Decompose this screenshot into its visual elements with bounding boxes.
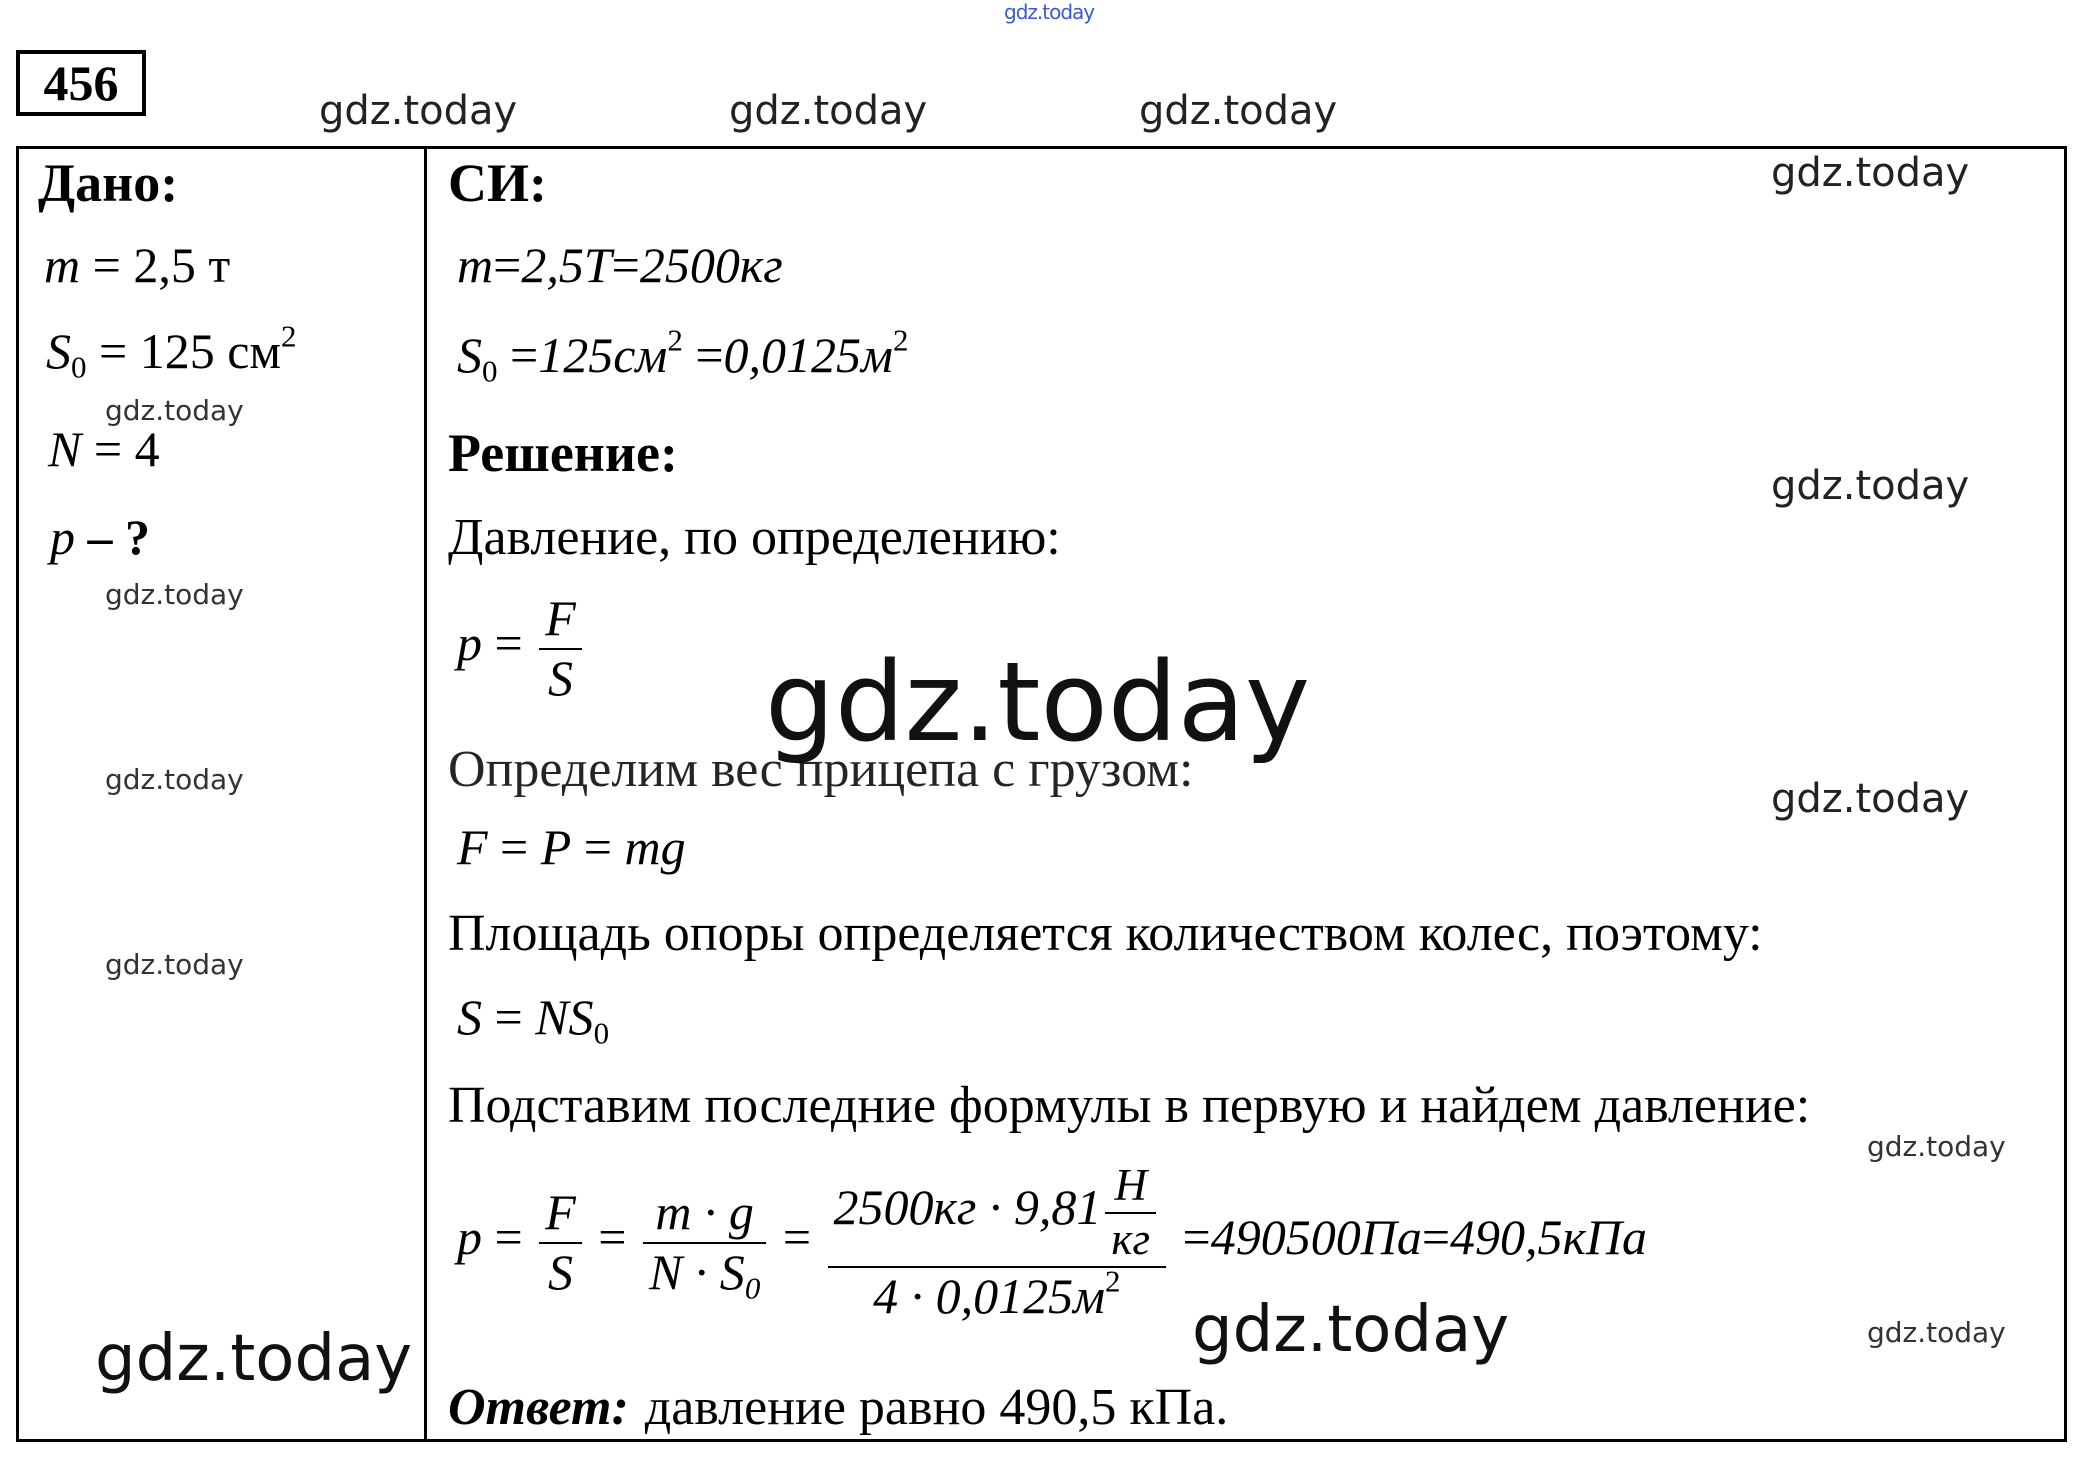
answer-label: Ответ: bbox=[448, 1379, 629, 1436]
formula-weight bbox=[457, 818, 686, 876]
fraction-numeric bbox=[828, 1160, 1167, 1325]
ns-denominator: N · S bbox=[648, 1243, 745, 1300]
watermark-right-3: gdz.today bbox=[1771, 776, 1970, 822]
pressure-definition-text: Давление, по определению: bbox=[448, 509, 1061, 566]
watermark-header-3: gdz.today bbox=[1139, 88, 1338, 134]
watermark-center-large: gdz.today bbox=[765, 638, 1311, 766]
weight-text: Определим вес прицепа с грузом: bbox=[448, 741, 1194, 798]
si-area-m: 0,0125м bbox=[723, 327, 893, 383]
ns-subscript: 0 bbox=[593, 1015, 610, 1051]
weight-symbol: P bbox=[540, 819, 572, 875]
solution-heading: Решение: bbox=[448, 423, 678, 483]
fraction-numerator: m · g bbox=[655, 1184, 754, 1240]
eq-sign: = bbox=[494, 989, 523, 1045]
numeric-denominator: 4 · 0,0125м bbox=[873, 1267, 1105, 1324]
watermark-given-large: gdz.today bbox=[95, 1322, 413, 1396]
area-wheels-text: Площадь опоры определяется количеством колес, поэтому: bbox=[448, 905, 1763, 962]
eq-sign: = bbox=[500, 819, 529, 875]
mass-symbol: m bbox=[44, 237, 81, 293]
si-mass-tons: 2,5T bbox=[521, 237, 612, 293]
numeric-numerator: 2500кг · 9,81 bbox=[833, 1179, 1102, 1236]
fraction-unit bbox=[1105, 1160, 1156, 1266]
given-mass bbox=[44, 236, 230, 294]
watermark-given-4: gdz.today bbox=[105, 948, 244, 981]
si-area-m-power: 2 bbox=[892, 322, 909, 358]
eq-sign: = bbox=[99, 323, 128, 379]
area-symbol: S bbox=[46, 323, 71, 379]
eq-sign: = bbox=[494, 1208, 523, 1265]
watermark-given-1: gdz.today bbox=[105, 394, 244, 427]
si-area-cm: 125см bbox=[538, 327, 668, 383]
si-mass-kg: 2500кг bbox=[639, 237, 783, 293]
si-mass-conversion bbox=[457, 236, 783, 294]
watermark-right-4: gdz.today bbox=[1867, 1130, 2006, 1163]
area-subscript: 0 bbox=[71, 349, 87, 385]
si-area-cm-power: 2 bbox=[667, 322, 683, 358]
fraction-denominator: S bbox=[539, 1242, 582, 1302]
unknown-question: ? bbox=[125, 509, 150, 565]
eq-sign: = bbox=[1182, 1208, 1211, 1265]
eq-sign: = bbox=[782, 1208, 812, 1265]
si-area-subscript: 0 bbox=[482, 353, 498, 389]
watermark-right-1: gdz.today bbox=[1771, 150, 1970, 196]
area-value: 125 см bbox=[139, 323, 282, 379]
answer-line bbox=[448, 1378, 1228, 1437]
fraction-denominator bbox=[643, 1242, 766, 1305]
si-area-conversion bbox=[457, 322, 909, 389]
s-symbol: S bbox=[457, 989, 482, 1045]
fraction-mg-over-ns bbox=[643, 1184, 766, 1305]
eq-sign: = bbox=[695, 327, 724, 383]
result-pa: 490500Па bbox=[1210, 1208, 1422, 1265]
fraction-f-over-s bbox=[539, 1184, 582, 1301]
formula-area bbox=[457, 988, 610, 1051]
given-unknown bbox=[50, 508, 150, 566]
fraction-numerator bbox=[828, 1160, 1167, 1266]
wheels-symbol: N bbox=[48, 421, 82, 477]
p-symbol: p bbox=[457, 1208, 482, 1265]
column-divider bbox=[424, 146, 427, 1442]
eq-sign: = bbox=[583, 819, 612, 875]
eq-sign: = bbox=[92, 237, 121, 293]
eq-sign: = bbox=[494, 614, 523, 671]
watermark-right-5: gdz.today bbox=[1867, 1316, 2006, 1349]
f-symbol: F bbox=[457, 819, 488, 875]
si-area-symbol: S bbox=[457, 327, 482, 383]
si-mass-symbol: m bbox=[457, 237, 494, 293]
ns-subscript: 0 bbox=[744, 1269, 761, 1305]
ns-expression: NS bbox=[535, 989, 594, 1045]
eq-sign: = bbox=[1421, 1208, 1451, 1265]
given-wheels bbox=[48, 420, 160, 478]
watermark-top: gdz.today bbox=[1004, 0, 1095, 24]
unknown-dash: – bbox=[87, 509, 113, 565]
eq-sign: = bbox=[493, 237, 522, 293]
watermark-given-2: gdz.today bbox=[105, 578, 244, 611]
p-symbol: p bbox=[457, 614, 482, 671]
fraction-numerator: F bbox=[545, 590, 576, 646]
fraction-denominator: S bbox=[539, 648, 582, 708]
substitute-text: Подставим последние формулы в первую и найдем давление: bbox=[448, 1077, 1811, 1134]
given-heading: Дано: bbox=[38, 153, 179, 213]
wheels-value: 4 bbox=[134, 421, 160, 477]
watermark-right-2: gdz.today bbox=[1771, 463, 1970, 509]
watermark-bottom-center: gdz.today bbox=[1192, 1293, 1510, 1367]
unit-numerator: Н bbox=[1114, 1160, 1147, 1210]
problem-number: 456 bbox=[16, 50, 146, 116]
given-area-one bbox=[46, 318, 297, 385]
answer-text: давление равно 490,5 кПа. bbox=[644, 1379, 1229, 1436]
fraction-f-over-s bbox=[539, 590, 582, 707]
watermark-header-1: gdz.today bbox=[319, 88, 518, 134]
eq-sign: = bbox=[510, 327, 539, 383]
eq-sign: = bbox=[611, 237, 640, 293]
watermark-header-2: gdz.today bbox=[729, 88, 928, 134]
eq-sign: = bbox=[93, 421, 123, 477]
si-heading: СИ: bbox=[448, 153, 547, 213]
watermark-given-3: gdz.today bbox=[105, 763, 244, 796]
eq-sign: = bbox=[598, 1208, 627, 1265]
formula-pressure-definition bbox=[457, 590, 586, 707]
mass-value: 2,5 т bbox=[133, 237, 231, 293]
fraction-numerator: F bbox=[545, 1184, 576, 1240]
result-kpa: 490,5кПа bbox=[1450, 1208, 1648, 1265]
denominator-power: 2 bbox=[1104, 1262, 1121, 1298]
mg-expression: mg bbox=[624, 819, 686, 875]
area-power: 2 bbox=[281, 318, 297, 354]
unit-denominator: кг bbox=[1105, 1212, 1156, 1266]
fraction-denominator bbox=[828, 1262, 1167, 1326]
unknown-symbol: p bbox=[50, 509, 75, 565]
